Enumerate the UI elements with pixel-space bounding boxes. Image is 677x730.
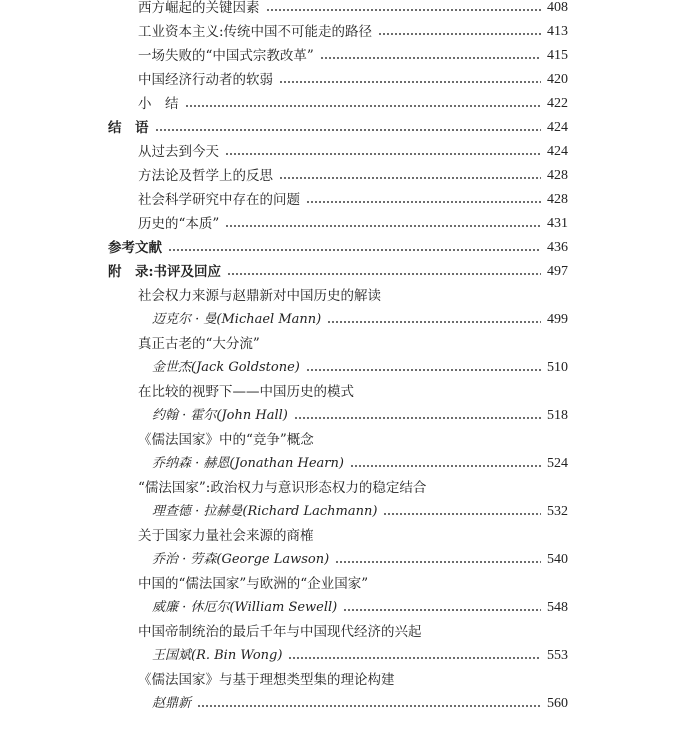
page-number: 413 [547, 24, 568, 39]
page-number: 497 [547, 264, 568, 279]
dot-leader [185, 92, 542, 116]
entry-title: 小 结 [138, 96, 179, 112]
entry-title: 约翰 · 霍尔(John Hall) [152, 408, 288, 423]
entry-title: 结 语 [108, 120, 149, 136]
page-number: 431 [547, 216, 568, 231]
toc-chapter[interactable] [108, 236, 568, 260]
dot-leader [225, 140, 541, 164]
dot-leader [279, 68, 541, 92]
entry-title: 乔治 · 劳森(George Lawson) [152, 552, 330, 567]
entry-title: 《儒法国家》中的“竞争”概念 [138, 432, 314, 448]
toc-entry-author[interactable] [152, 404, 568, 428]
page-number: 422 [547, 96, 568, 111]
page-number: 499 [547, 312, 568, 327]
toc-entry[interactable] [138, 428, 568, 452]
toc-entry[interactable] [138, 164, 568, 188]
entry-title: 历史的“本质” [138, 216, 220, 232]
entry-title: 一场失败的“中国式宗教改革” [138, 48, 314, 64]
toc-entry[interactable] [138, 212, 568, 236]
entry-title: 在比较的视野下——中国历史的模式 [138, 384, 354, 400]
toc-entry[interactable] [138, 620, 568, 644]
dot-leader [350, 452, 541, 476]
page-number: 553 [547, 648, 568, 663]
page-number: 428 [547, 168, 568, 183]
entry-title: 参考文献 [108, 240, 162, 256]
toc-entry-author[interactable] [152, 644, 568, 668]
entry-title: 《儒法国家》与基于理想类型集的理论构建 [138, 672, 395, 688]
page-number: 428 [547, 192, 568, 207]
entry-title: 理查德 · 拉赫曼(Richard Lachmann) [152, 504, 378, 519]
dot-leader [378, 20, 541, 44]
dot-leader [294, 404, 541, 428]
page-number: 424 [547, 144, 568, 159]
page-number: 524 [547, 456, 568, 471]
entry-title: 社会科学研究中存在的问题 [138, 192, 300, 208]
page-number: 436 [547, 240, 568, 255]
dot-leader [197, 692, 541, 716]
page-number: 540 [547, 552, 568, 567]
toc-entry-author[interactable] [152, 356, 568, 380]
dot-leader [279, 164, 541, 188]
dot-leader [343, 596, 541, 620]
page-number: 415 [547, 48, 568, 63]
page-number: 510 [547, 360, 568, 375]
toc-entry[interactable] [138, 44, 568, 68]
page-number: 560 [547, 696, 568, 711]
entry-title: “儒法国家”:政治权力与意识形态权力的稳定结合 [138, 480, 427, 496]
dot-leader [266, 0, 542, 20]
page-number: 532 [547, 504, 568, 519]
dot-leader [383, 500, 541, 524]
entry-title: 中国帝制统治的最后千年与中国现代经济的兴起 [138, 624, 422, 640]
dot-leader [306, 188, 541, 212]
toc-chapter[interactable] [108, 116, 568, 140]
toc-entry[interactable] [138, 524, 568, 548]
toc-entry-author[interactable] [152, 308, 568, 332]
page-number: 408 [547, 0, 568, 15]
entry-title: 乔纳森 · 赫恩(Jonathan Hearn) [152, 456, 344, 471]
page-number: 548 [547, 600, 568, 615]
dot-leader [320, 44, 541, 68]
dot-leader [335, 548, 541, 572]
entry-title: 赵鼎新 [152, 696, 192, 711]
toc-entry[interactable] [138, 0, 568, 20]
dot-leader [168, 236, 541, 260]
toc-entry[interactable] [138, 188, 568, 212]
entry-title: 关于国家力量社会来源的商榷 [138, 528, 314, 544]
entry-title: 附 录:书评及回应 [108, 264, 221, 280]
toc-entry[interactable] [138, 92, 568, 116]
toc-entry-author[interactable] [152, 548, 568, 572]
toc-entry[interactable] [138, 284, 568, 308]
dot-leader [227, 260, 541, 284]
toc-entry[interactable] [138, 140, 568, 164]
page-number: 420 [547, 72, 568, 87]
dot-leader [306, 356, 541, 380]
entry-title: 威廉 · 休厄尔(William Sewell) [152, 600, 338, 615]
entry-title: 社会权力来源与赵鼎新对中国历史的解读 [138, 288, 381, 304]
toc-entry[interactable] [138, 476, 568, 500]
dot-leader [155, 116, 542, 140]
page-number: 518 [547, 408, 568, 423]
toc-entry[interactable] [138, 668, 568, 692]
toc-entry-author[interactable] [152, 452, 568, 476]
toc-entry[interactable] [138, 572, 568, 596]
entry-title: 工业资本主义:传统中国不可能走的路径 [138, 24, 373, 40]
entry-title: 中国的“儒法国家”与欧洲的“企业国家” [138, 576, 369, 592]
entry-title: 方法论及哲学上的反思 [138, 168, 273, 184]
toc-entry[interactable] [138, 380, 568, 404]
entry-title: 王国斌(R. Bin Wong) [152, 648, 283, 663]
dot-leader [327, 308, 541, 332]
dot-leader [225, 212, 541, 236]
page-number: 424 [547, 120, 568, 135]
toc-entry-author[interactable] [152, 500, 568, 524]
toc-entry[interactable] [138, 20, 568, 44]
toc-entry[interactable] [138, 68, 568, 92]
toc-entry[interactable] [138, 332, 568, 356]
dot-leader [288, 644, 541, 668]
entry-title: 西方崛起的关键因素 [138, 0, 260, 16]
entry-title: 真正古老的“大分流” [138, 336, 260, 352]
toc-chapter[interactable] [108, 260, 568, 284]
entry-title: 中国经济行动者的软弱 [138, 72, 273, 88]
entry-title: 迈克尔 · 曼(Michael Mann) [152, 312, 322, 327]
toc-entry-author[interactable] [152, 596, 568, 620]
entry-title: 金世杰(Jack Goldstone) [152, 360, 300, 375]
entry-title: 从过去到今天 [138, 144, 219, 160]
toc-entry-author[interactable] [152, 692, 568, 716]
